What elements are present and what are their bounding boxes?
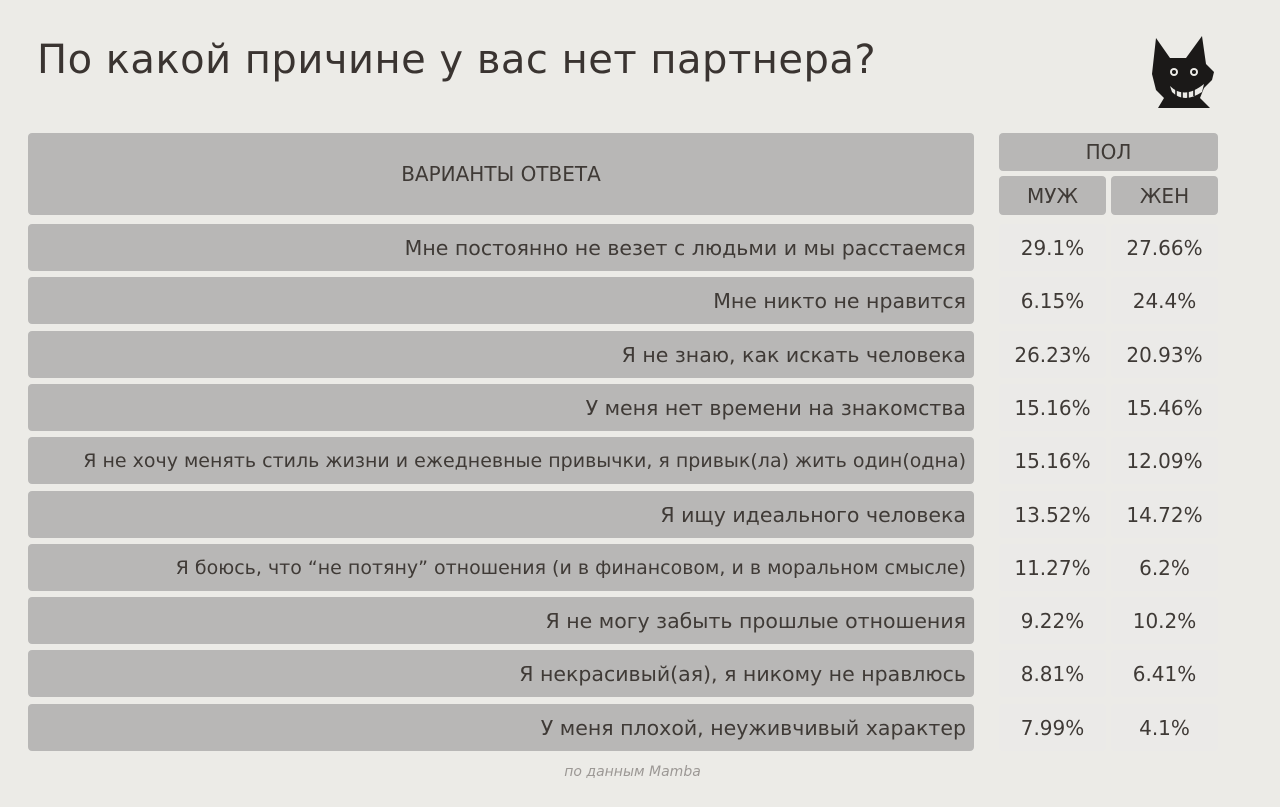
female-value: 15.46% <box>1111 384 1218 431</box>
male-value: 29.1% <box>999 224 1106 271</box>
male-value: 15.16% <box>999 384 1106 431</box>
row-label: Я некрасивый(ая), я никому не нравлюсь <box>28 650 974 697</box>
female-value: 12.09% <box>1111 437 1218 484</box>
female-value: 27.66% <box>1111 224 1218 271</box>
male-value: 13.52% <box>999 491 1106 538</box>
row-label: Я не хочу менять стиль жизни и ежедневные привычки, я привык(ла) жить один(одна) <box>28 437 974 484</box>
male-value: 11.27% <box>999 544 1106 591</box>
row-label: Я боюсь, что “не потяну” отношения (и в финансовом, и в моральном смысле) <box>28 544 974 591</box>
female-value: 6.2% <box>1111 544 1218 591</box>
row-label: Я не могу забыть прошлые отношения <box>28 597 974 644</box>
female-value: 4.1% <box>1111 704 1218 751</box>
female-value: 20.93% <box>1111 331 1218 378</box>
row-label: У меня плохой, неуживчивый характер <box>28 704 974 751</box>
female-header: ЖЕН <box>1111 176 1218 215</box>
female-value: 24.4% <box>1111 277 1218 324</box>
male-header: МУЖ <box>999 176 1106 215</box>
options-header: ВАРИАНТЫ ОТВЕТА <box>28 133 974 215</box>
female-value: 14.72% <box>1111 491 1218 538</box>
row-label: Я не знаю, как искать человека <box>28 331 974 378</box>
male-value: 15.16% <box>999 437 1106 484</box>
female-value: 10.2% <box>1111 597 1218 644</box>
male-value: 6.15% <box>999 277 1106 324</box>
source-note: по данным Mamba <box>564 764 701 780</box>
male-value: 7.99% <box>999 704 1106 751</box>
male-value: 9.22% <box>999 597 1106 644</box>
row-label: Мне никто не нравится <box>28 277 974 324</box>
female-value: 6.41% <box>1111 650 1218 697</box>
row-label: Я ищу идеального человека <box>28 491 974 538</box>
male-value: 26.23% <box>999 331 1106 378</box>
row-label: Мне постоянно не везет с людьми и мы расстаемся <box>28 224 974 271</box>
mascot-logo-icon <box>1148 34 1218 110</box>
male-value: 8.81% <box>999 650 1106 697</box>
page-title: По какой причине у вас нет партнера? <box>37 37 877 83</box>
gender-header: ПОЛ <box>999 133 1218 171</box>
row-label: У меня нет времени на знакомства <box>28 384 974 431</box>
